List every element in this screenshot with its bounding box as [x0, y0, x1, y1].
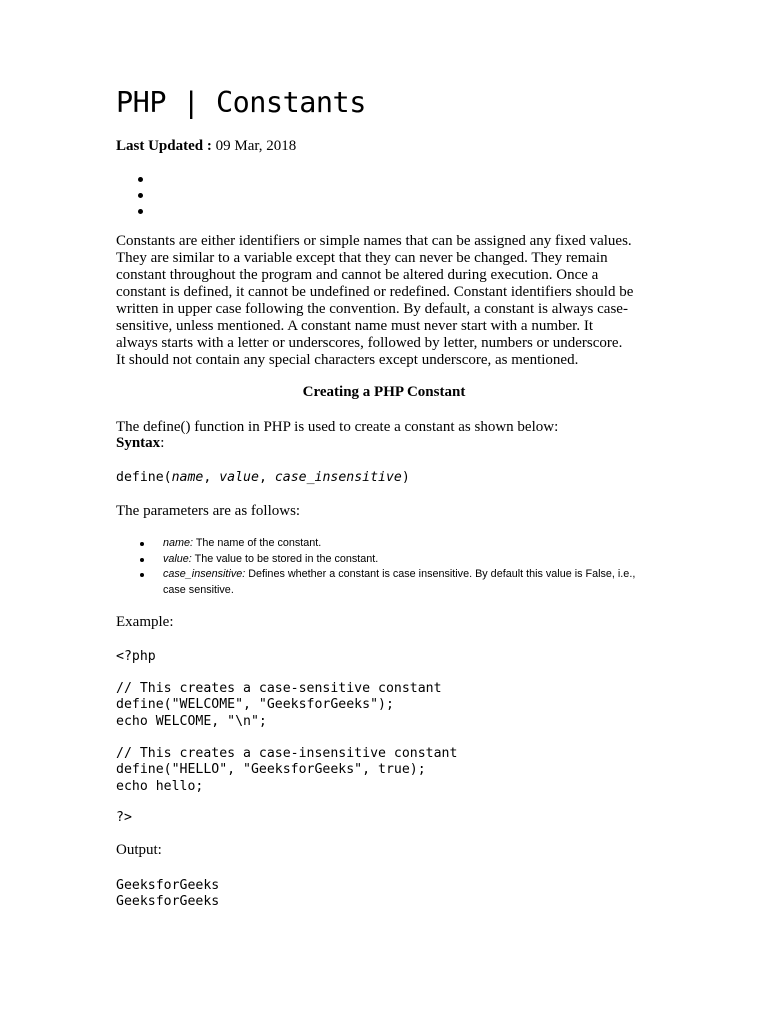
intro-line: constant throughout the program and cannot be altered during execution. Once a: [116, 267, 599, 283]
param-name: name:: [163, 537, 194, 549]
code-block-case-insensitive: // This creates a case-insensitive constant define("HELLO", "GeeksforGeeks", true); echo hello;: [116, 746, 458, 794]
syntax-label: [116, 435, 164, 452]
syntax-separator: ,: [203, 470, 220, 485]
syntax-arg-case-insensitive: case_insensitive: [274, 470, 402, 485]
syntax-label-text: Syntax: [116, 435, 161, 451]
parameter-list: [138, 536, 658, 598]
page-title: PHP | Constants: [116, 86, 366, 119]
last-updated-date: 09 Mar, 2018: [215, 138, 297, 154]
intro-line: always starts with a letter or underscores, followed by letter, numbers or underscore.: [116, 335, 623, 351]
syntax-arg-name: name: [171, 470, 204, 485]
list-item: [138, 536, 658, 552]
output-block: GeeksforGeeks GeeksforGeeks: [116, 878, 220, 910]
params-intro: The parameters are as follows:: [116, 503, 301, 519]
syntax-arg-value: value: [219, 470, 259, 485]
last-updated-label: Last Updated :: [116, 138, 212, 154]
intro-line: Constants are either identifiers or simple names that can be assigned any fixed values.: [116, 233, 632, 249]
param-desc: Defines whether a constant is case insensitive. By default this value is False, i.e., case sensitive.: [163, 568, 636, 596]
param-desc: The name of the constant.: [193, 537, 322, 549]
intro-line: sensitive, unless mentioned. A constant name must never start with a number. It: [116, 318, 593, 334]
define-description: The define() function in PHP is used to create a constant as shown below:: [116, 419, 559, 435]
code-block-case-sensitive: // This creates a case-sensitive constant define("WELCOME", "GeeksforGeeks"); echo WELCOME, "\n";: [116, 681, 442, 729]
list-item: [138, 567, 658, 598]
section-heading: Creating a PHP Constant: [302, 384, 466, 400]
intro-line: written in upper case following the convention. By default, a constant is always case-: [116, 301, 628, 317]
syntax-separator: ,: [258, 470, 275, 485]
intro-line: They are similar to a variable except that they can never be changed. They remain: [116, 250, 608, 266]
list-item: [138, 552, 658, 568]
param-name: case_insensitive:: [163, 568, 246, 580]
output-label: Output:: [116, 842, 162, 858]
intro-paragraph: [116, 233, 656, 369]
param-desc: The value to be stored in the constant.: [191, 552, 379, 565]
syntax-colon: :: [160, 435, 165, 451]
intro-line: It should not contain any special characters except underscore, as mentioned.: [116, 352, 579, 368]
syntax-close: ): [401, 470, 410, 485]
code-open-tag: <?php: [116, 649, 156, 664]
intro-line: constant is defined, it cannot be undefined or redefined. Constant identifiers should be: [116, 284, 634, 300]
code-close-tag: ?>: [116, 810, 132, 825]
param-name: value:: [163, 552, 192, 565]
syntax-func: define(: [116, 470, 172, 485]
last-updated: [116, 138, 296, 155]
example-label: Example:: [116, 614, 174, 630]
syntax-code: [116, 470, 410, 485]
